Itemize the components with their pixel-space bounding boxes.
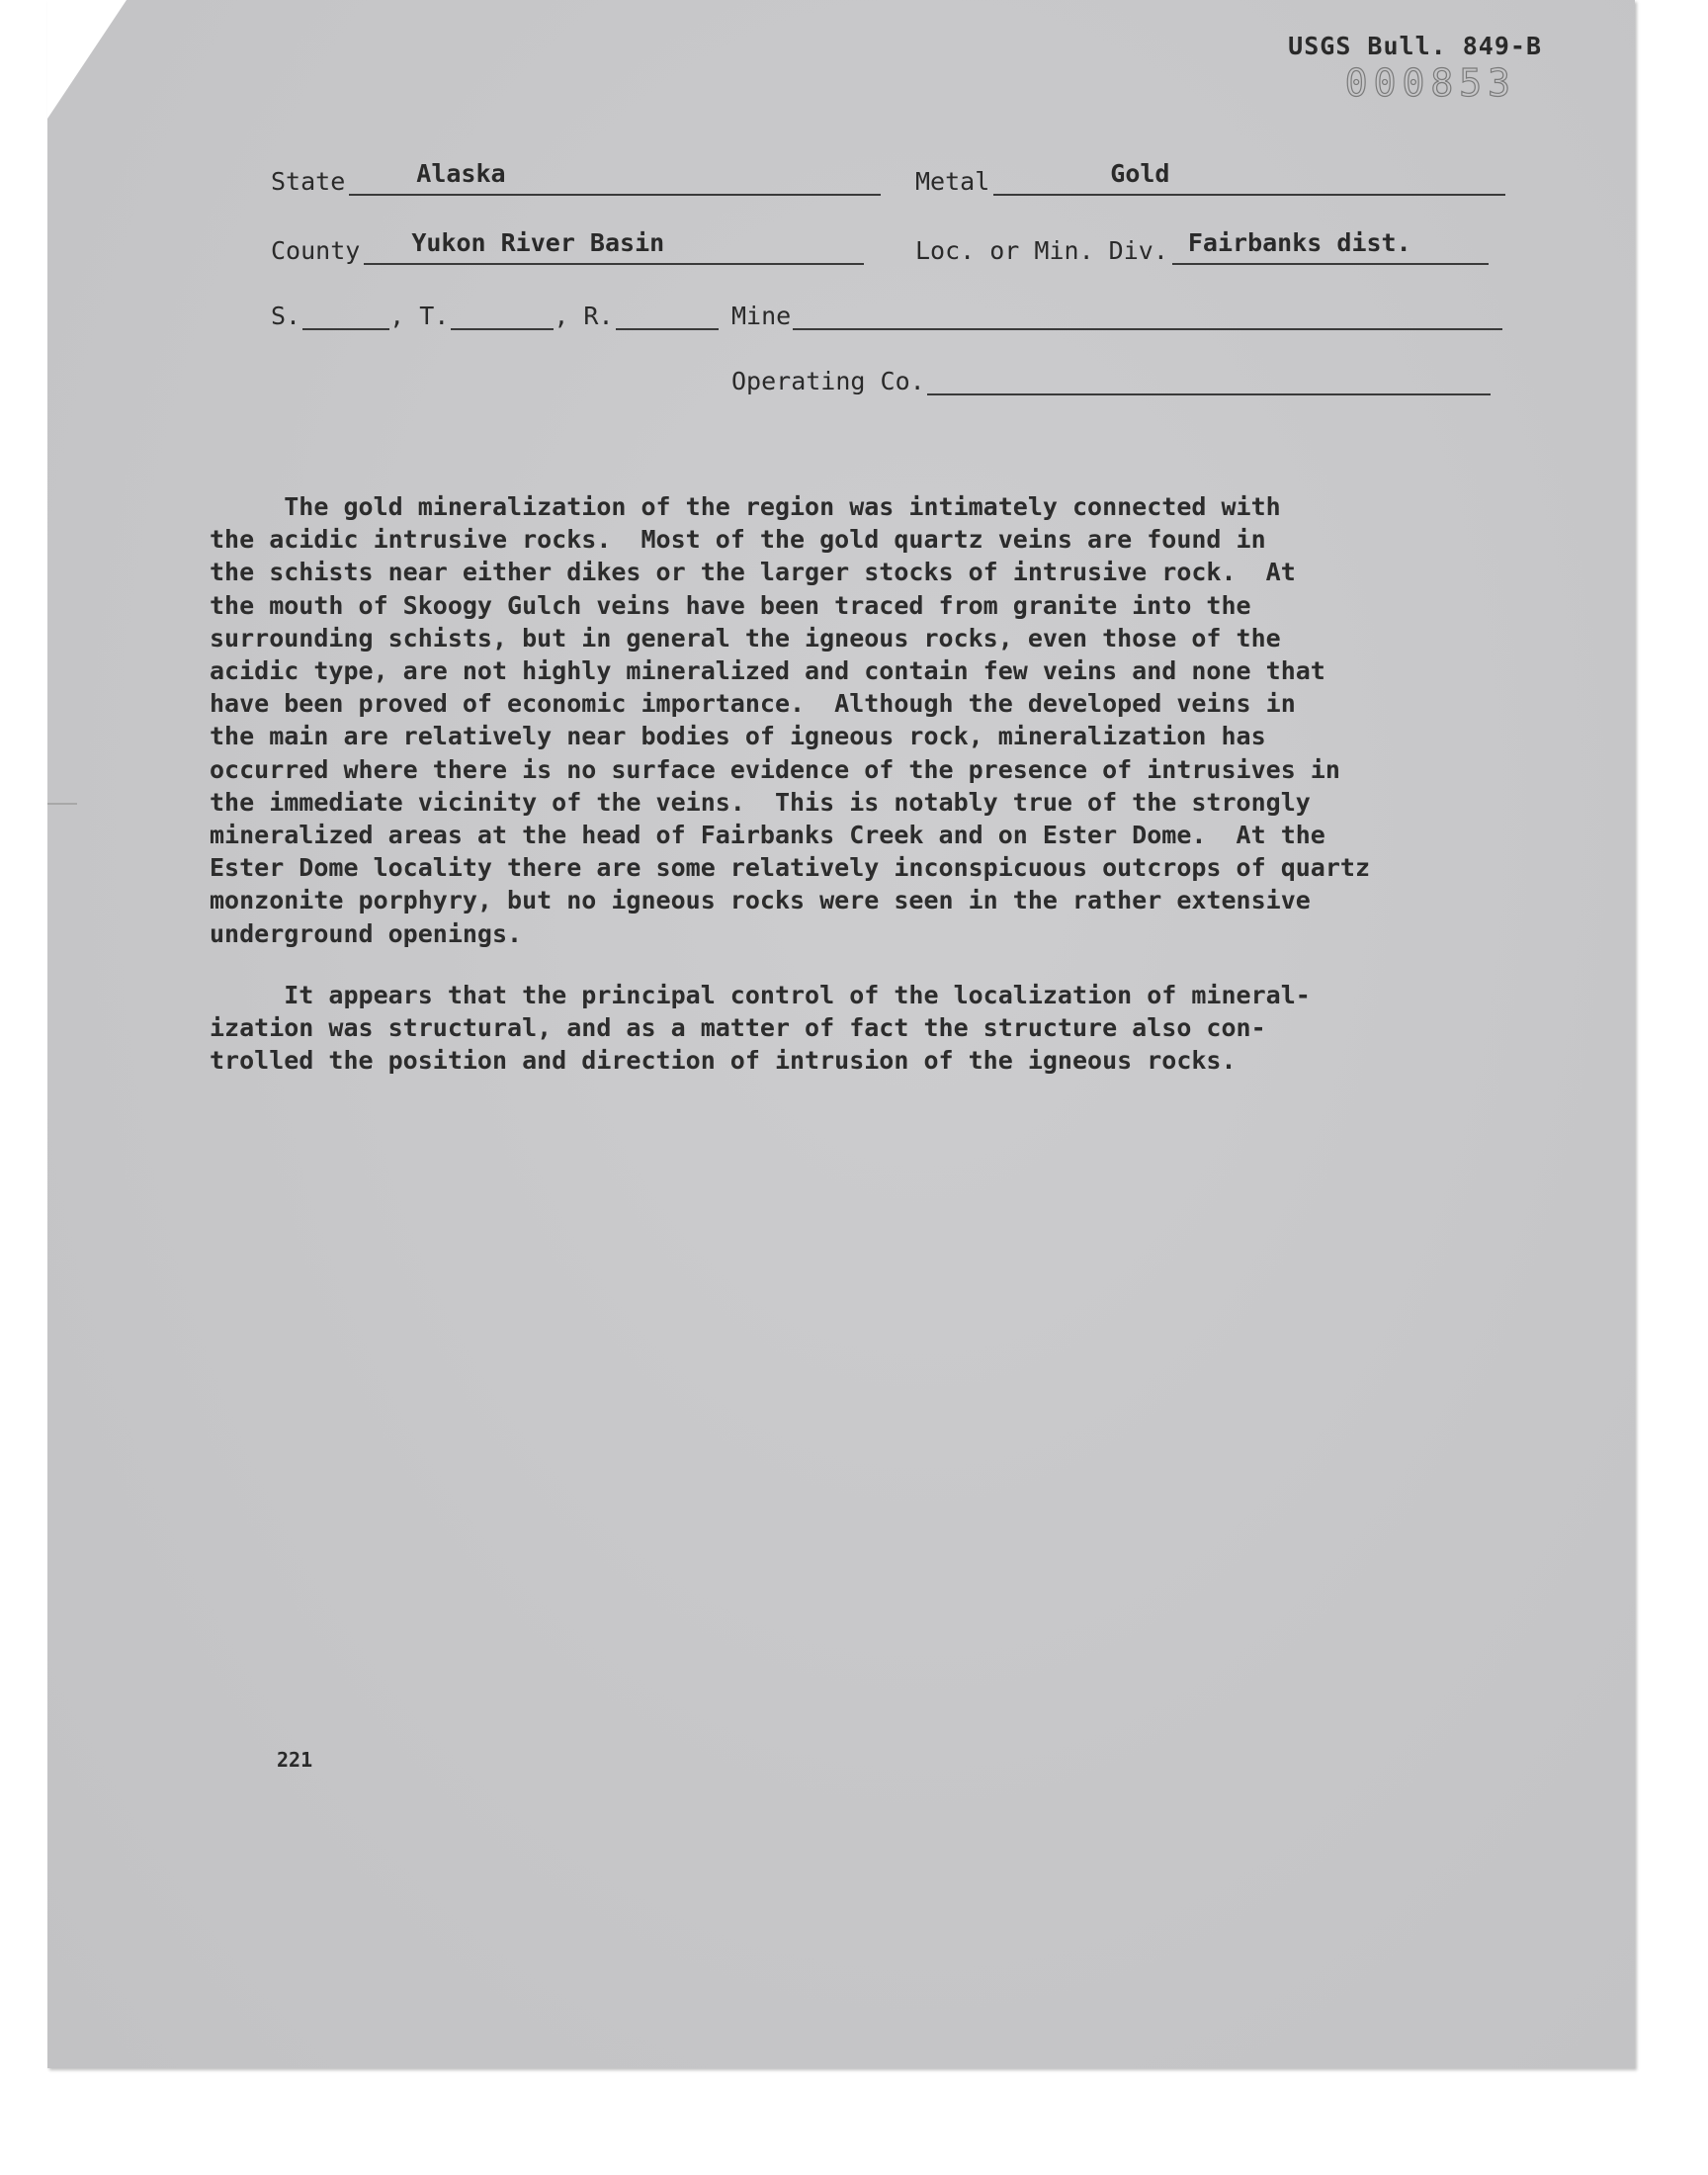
page-number: 221 [277,1748,313,1772]
metal-label: Metal [915,167,990,196]
text-line: the schists near either dikes or the larger stocks of intrusive rock. At [210,558,1296,587]
text-line: trolled the position and direction of intrusion of the igneous rocks. [210,1046,1237,1076]
text-line: monzonite porphyry, but no igneous rocks were seen in the rather extensive [210,886,1311,915]
text-line: the acidic intrusive rocks. Most of the gold quartz veins are found in [210,525,1266,555]
text-line: occurred where there is no surface evidence of the presence of intrusives in [210,754,1340,784]
text-line: mineralized areas at the head of Fairbanks Creek and on Ester Dome. At the [210,821,1325,850]
text-line: Ester Dome locality there are some relatively inconspicuous outcrops of quartz [210,853,1370,883]
text-line: acidic type, are not highly mineralized and contain few veins and none that [210,656,1325,686]
text-line: surrounding schists, but in general the igneous rocks, even those of the [210,623,1281,652]
text-line: the main are relatively near bodies of igneous rock, mineralization has [210,722,1266,751]
county-value: Yukon River Basin [364,227,864,265]
state-label: State [271,167,346,196]
location-row [915,227,1489,265]
bulletin-reference: USGS Bull. 849-B [1288,32,1542,60]
text-line: ization was structural, and as a matter of fact the structure also con- [210,1013,1266,1043]
location-value: Fairbanks dist. [1172,227,1489,265]
text-line: the immediate vicinity of the veins. This is notably true of the strongly [210,787,1311,817]
section-blank [302,295,389,330]
document-page [47,0,1635,2068]
township-label: , T. [389,302,450,330]
state-row [271,158,881,196]
range-blank [616,295,719,330]
section-township-range-row [271,295,719,330]
mine-blank [793,295,1502,330]
mine-label: Mine [731,302,792,330]
metal-row [915,158,1505,196]
mine-row [731,295,1502,330]
body-paragraph-1 [210,490,1534,950]
text-line: the mouth of Skoogy Gulch veins have been traced from granite into the [210,590,1251,620]
folded-corner [47,0,127,119]
county-row [271,227,864,265]
metal-value: Gold [993,158,1505,196]
township-blank [451,295,554,330]
text-line: underground openings. [210,918,523,948]
operating-company-blank [927,360,1491,395]
range-label: , R. [554,302,614,330]
county-label: County [271,236,361,265]
location-label: Loc. or Min. Div. [915,236,1168,265]
operating-company-label: Operating Co. [731,367,925,395]
document-number-stamp: 000853 [1344,61,1516,105]
left-edge-mark [47,803,77,805]
section-label: S. [271,302,301,330]
text-line: It appears that the principal control of the localization of mineral- [210,981,1311,1009]
body-paragraph-2 [210,979,1534,1078]
operating-company-row [731,360,1491,395]
text-line: have been proved of economic importance. Although the developed veins in [210,689,1296,719]
state-value: Alaska [349,158,881,196]
text-line: The gold mineralization of the region was intimately connected with [210,492,1281,521]
